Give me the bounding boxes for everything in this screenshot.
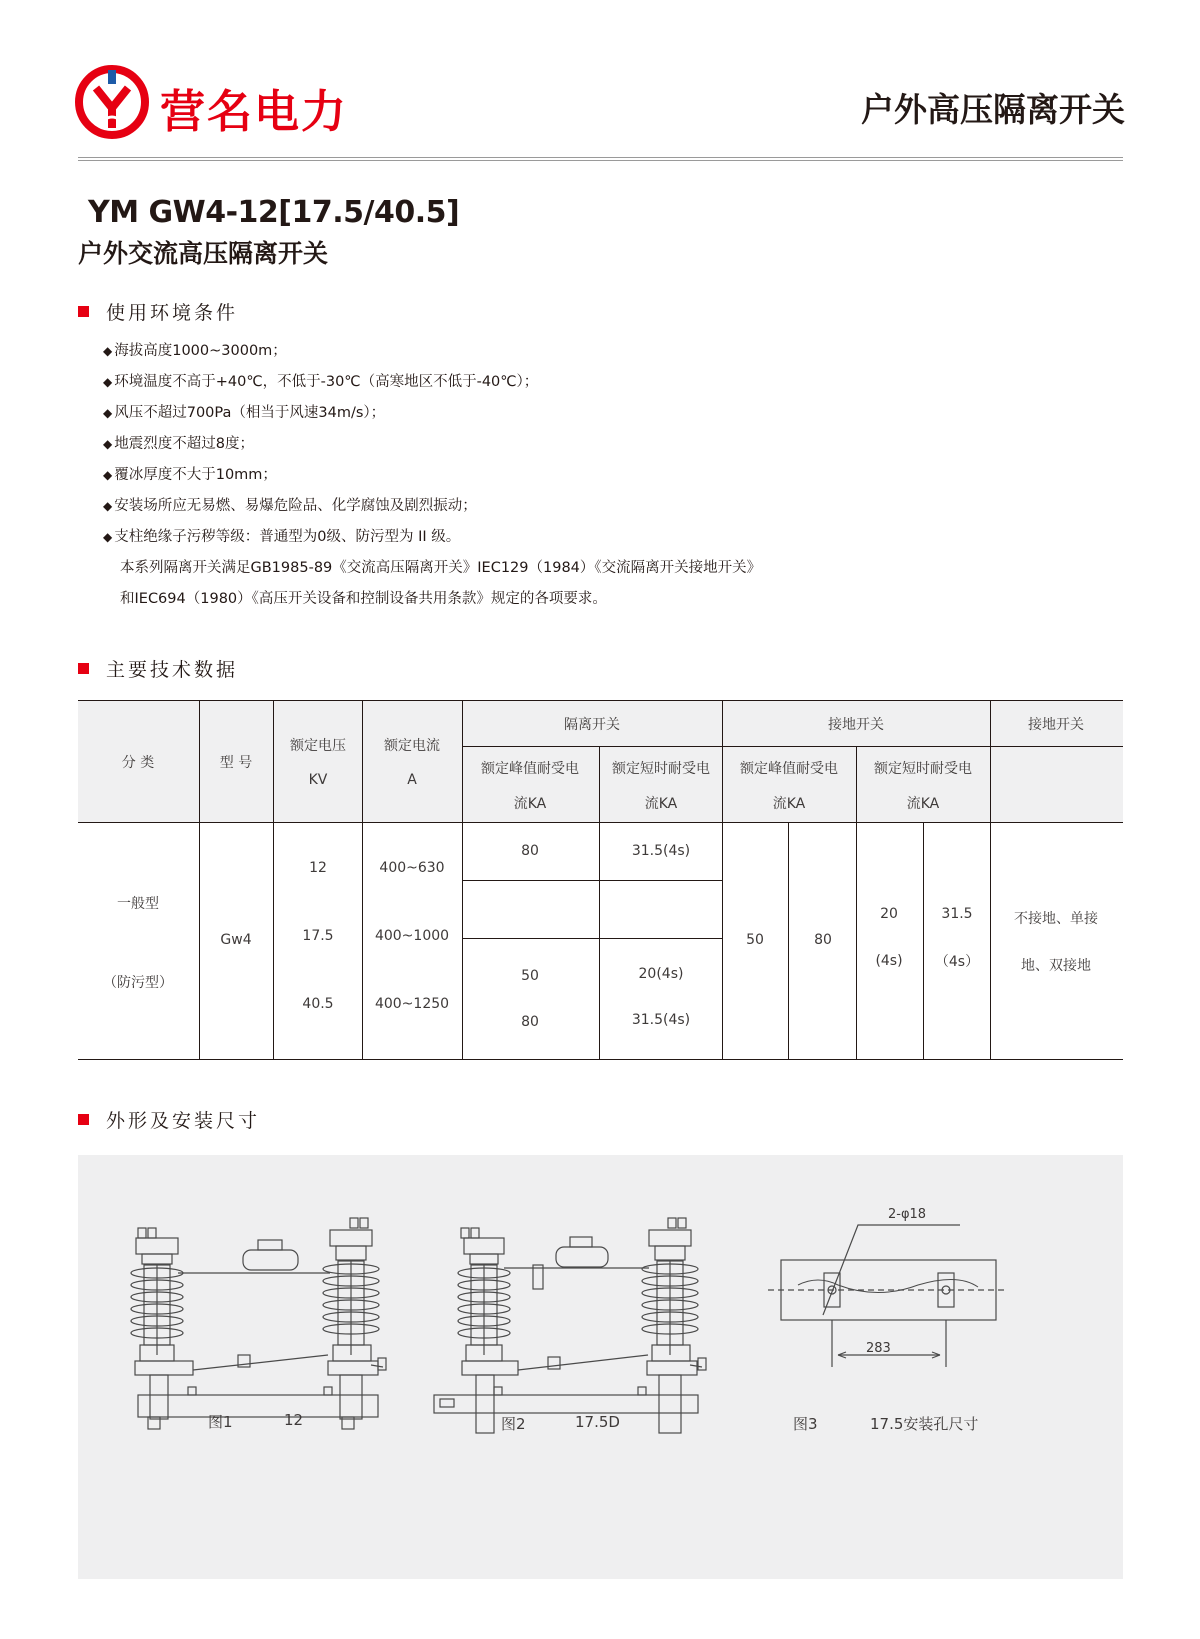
figure-2-value: 17.5D — [575, 1413, 620, 1431]
header-divider — [78, 157, 1123, 158]
table-border — [78, 1059, 1123, 1060]
table-cell: 80 — [521, 1014, 539, 1030]
section-title: 外形及安装尺寸 — [106, 1110, 261, 1132]
hole-spec-label: 2-φ18 — [888, 1207, 927, 1222]
product-name: 户外交流高压隔离开关 — [78, 239, 329, 268]
section-header-conditions — [78, 298, 238, 325]
table-cell: 50 — [746, 932, 764, 948]
header-voltage: 额定电压 — [290, 738, 346, 754]
header-category: 分 类 — [121, 755, 155, 771]
table-cell: 80 — [521, 843, 539, 859]
header-model: 型 号 — [219, 755, 253, 771]
product-model: YM GW4-12[17.5/40.5] — [88, 195, 460, 230]
list-item: ◆ 覆冰厚度不大于10mm； — [103, 460, 761, 491]
header-iso-short: 额定短时耐受电 — [612, 761, 710, 777]
bullet-square-icon — [78, 663, 89, 674]
table-cell: 31.5(4s) — [631, 843, 691, 859]
list-item: ◆ 安装场所应无易燃、易爆危险品、化学腐蚀及剧烈振动； — [103, 491, 761, 522]
table-cell: 地、双接地 — [1021, 958, 1091, 974]
table-border — [362, 700, 363, 1060]
figure-1-label: 图1 — [208, 1413, 233, 1431]
table-border — [788, 822, 789, 1060]
standards-note: 和IEC694（1980）《高压开关设备和控制设备共用条款》规定的各项要求。 — [120, 591, 607, 607]
conditions-list — [103, 336, 761, 615]
header-e-short: 额定短时耐受电 — [874, 761, 972, 777]
table-border — [599, 746, 600, 1060]
table-cell: 31.5(4s) — [631, 1012, 691, 1028]
hole-spacing-label: 283 — [866, 1341, 891, 1356]
table-border — [78, 822, 1123, 823]
table-border — [273, 700, 274, 1060]
table-cell: 12 — [309, 860, 327, 876]
header-divider — [78, 160, 1123, 161]
header-e-short-unit: 流KA — [906, 796, 940, 812]
figure-3-value: 17.5安装孔尺寸 — [870, 1415, 979, 1433]
spec-table — [78, 700, 1123, 1060]
table-cell: 80 — [814, 932, 832, 948]
table-cell: 一般型 — [117, 896, 159, 912]
list-item: ◆ 地震烈度不超过8度； — [103, 429, 761, 460]
table-cell: 不接地、单接 — [1014, 911, 1098, 927]
table-cell: （防污型） — [103, 975, 173, 991]
figure-2-drawing — [434, 1218, 706, 1433]
figure-1-value: 12 — [284, 1411, 304, 1429]
figure-1-drawing — [131, 1218, 386, 1429]
table-border — [923, 822, 924, 1060]
header-earthing: 接地开关 — [828, 717, 884, 733]
list-item: ◆ 环境温度不高于+40℃，不低于-30℃（高寒地区不低于-40℃）； — [103, 367, 761, 398]
dimension-drawings-panel — [78, 1155, 1123, 1579]
table-cell: 17.5 — [302, 928, 334, 944]
table-border — [462, 746, 1123, 747]
table-border — [722, 700, 723, 1060]
table-border — [856, 746, 857, 1060]
category-title: 户外高压隔离开关 — [861, 90, 1125, 129]
table-cell: 400~1000 — [374, 928, 450, 944]
list-item: ◆ 风压不超过700Pa（相当于风速34m/s）； — [103, 398, 761, 429]
header-iso-short-unit: 流KA — [644, 796, 678, 812]
table-cell: 400~630 — [379, 860, 445, 876]
header-isolator: 隔离开关 — [564, 717, 620, 733]
header-voltage-unit: KV — [308, 772, 328, 788]
table-border — [78, 700, 1123, 701]
brand-logo-icon — [74, 62, 154, 142]
table-cell: 400~1250 — [374, 996, 450, 1012]
figure-2-label: 图2 — [501, 1415, 526, 1433]
table-cell: (4s) — [875, 953, 903, 969]
list-item: ◆ 海拔高度1000~3000m； — [103, 336, 761, 367]
header-current: 额定电流 — [384, 738, 440, 754]
section-header-specs — [78, 655, 238, 682]
table-border — [462, 880, 723, 881]
header-earthing-type: 接地开关 — [1028, 717, 1084, 733]
bullet-square-icon — [78, 306, 89, 317]
bullet-square-icon — [78, 1114, 89, 1125]
section-title: 主要技术数据 — [106, 659, 239, 681]
header-current-unit: A — [407, 772, 417, 788]
dimension-drawings — [78, 1155, 1123, 1579]
section-title: 使用环境条件 — [106, 302, 239, 324]
section-header-dimensions — [78, 1106, 260, 1133]
standards-note: 本系列隔离开关满足GB1985-89《交流高压隔离开关》IEC129（1984）《交流隔离开关接地开关》 — [120, 560, 762, 576]
table-cell: Gw4 — [220, 932, 252, 948]
table-border — [462, 700, 463, 1060]
figure-3-label: 图3 — [793, 1415, 818, 1433]
table-cell: 40.5 — [302, 996, 334, 1012]
list-item: ◆ 支柱绝缘子污秽等级：普通型为0级、防污型为 II 级。 — [103, 522, 761, 553]
table-cell: （4s） — [934, 954, 980, 970]
header-e-peak: 额定峰值耐受电 — [740, 761, 838, 777]
brand-name: 营名电力 — [160, 85, 349, 138]
table-border — [199, 700, 200, 1060]
table-cell: 50 — [521, 968, 539, 984]
header-e-peak-unit: 流KA — [772, 796, 806, 812]
table-cell: 31.5 — [941, 906, 973, 922]
table-cell: 20 — [880, 906, 898, 922]
table-border — [990, 700, 991, 1060]
table-cell: 20(4s) — [638, 966, 684, 982]
header-iso-peak-unit: 流KA — [513, 796, 547, 812]
header-iso-peak: 额定峰值耐受电 — [481, 761, 579, 777]
table-border — [462, 938, 723, 939]
